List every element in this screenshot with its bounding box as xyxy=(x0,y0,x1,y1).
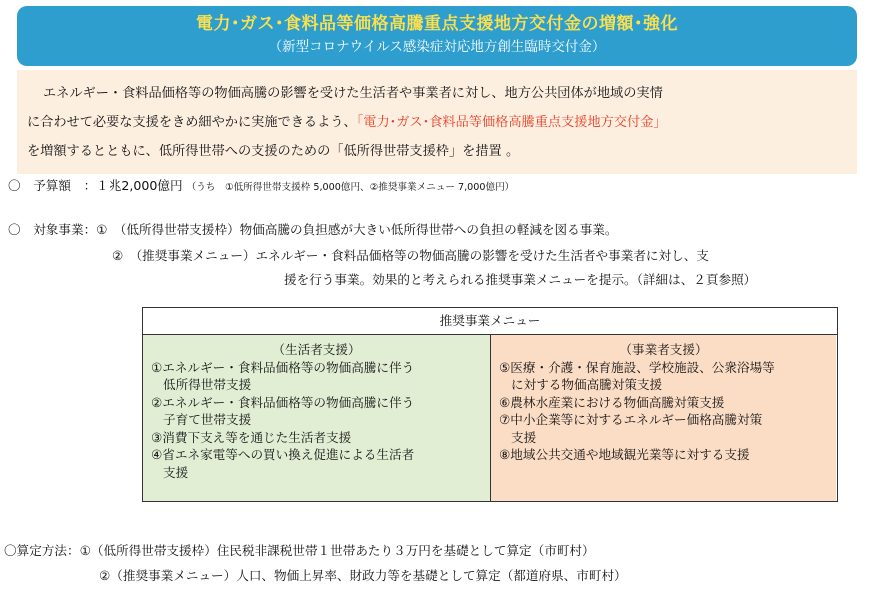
target-item-1: 〇 対象事業：① （低所得世帯支援枠）物価高騰の負担感が大きい低所得世帯への負担の軽減を図る事業。 xyxy=(8,222,618,237)
list-item xyxy=(151,359,482,394)
list-item xyxy=(151,394,482,429)
item-text: ⑧地域公共交通や地域観光業等に対する支援 xyxy=(499,447,750,462)
budget-row xyxy=(8,176,514,198)
resident-support-column xyxy=(143,335,491,501)
item-text: ⑥農林水産業における物価高騰対策支援 xyxy=(499,394,725,410)
budget-detail: （うち ①低所得世帯支援枠 5,000億円、②推奨事業メニュー 7,000億円） xyxy=(186,182,515,193)
header-banner xyxy=(17,6,857,66)
list-item xyxy=(499,446,828,464)
item-text: ④省エネ家電等への買い換え促進による生活者 xyxy=(151,447,415,462)
item-text: ⑦中小企業等に対するエネルギー価格高騰対策 xyxy=(499,412,763,427)
list-item xyxy=(499,394,828,412)
calc-method-1: 〇算定方法：①（低所得世帯支援枠）住民税非課税世帯１世帯あたり３万円を基礎として算定（市町村） xyxy=(4,543,595,558)
intro-line-1: エネルギー・食料品価格等の物価高騰の影響を受けた生活者や事業者に対し、地方公共団体が地域の実情 xyxy=(43,86,663,101)
recommended-menu-table xyxy=(142,307,838,502)
target-item-2: ② （推奨事業メニュー）エネルギー・食料品価格等の物価高騰の影響を受けた生活者や事業者に対し、支 xyxy=(112,248,709,263)
page-title: 電力･ガス･食料品等価格高騰重点支援地方交付金の増額･強化 xyxy=(196,14,678,34)
item-text: ②エネルギー・食料品価格等の物価高騰に伴う xyxy=(151,394,415,410)
list-item xyxy=(151,446,482,481)
item-text: ①エネルギー・食料品価格等の物価高騰に伴う xyxy=(151,359,415,375)
list-item xyxy=(499,411,828,446)
business-support-heading: （事業者支援） xyxy=(619,342,708,357)
page-subtitle: （新型コロナウイルス感染症対応地方創生臨時交付金） xyxy=(268,39,606,55)
menu-title: 推奨事業メニュー xyxy=(143,308,837,335)
intro-line-2-text: に合わせて必要な支援をきめ細やかに実施できるよう、 xyxy=(27,115,357,130)
intro-highlight: 「電力･ガス･食料品等価格高騰重点支援地方交付金」 xyxy=(356,115,667,130)
intro-line-3: を増額するとともに、低所得世帯への支援のための「低所得世帯支援枠」を措置 。 xyxy=(27,144,520,159)
list-item xyxy=(151,429,482,447)
item-cont: 支援 xyxy=(511,429,537,445)
item-cont: 支援 xyxy=(163,464,189,480)
intro-line-2 xyxy=(27,108,847,137)
item-cont: 子育て世帯支援 xyxy=(163,412,252,427)
item-cont: 低所得世帯支援 xyxy=(163,377,252,392)
calc-method-2: ②（推奨事業メニュー）人口、物価上昇率、財政力等を基礎として算定（都道府県、市町村） xyxy=(99,568,627,583)
resident-support-heading: （生活者支援） xyxy=(272,342,361,357)
business-support-column xyxy=(491,335,836,501)
target-item-2-cont: 援を行う事業。効果的と考えられる推奨事業メニューを提示。（詳細は、２頁参照） xyxy=(284,272,757,287)
list-item xyxy=(499,359,828,394)
item-text: ③消費下支え等を通じた生活者支援 xyxy=(151,429,352,445)
budget-label: 〇 予算額 ：１兆2,000億円 xyxy=(8,178,183,193)
intro-box xyxy=(17,70,857,174)
item-text: ⑤医療・介護・保育施設、学校施設、公衆浴場等 xyxy=(499,359,775,375)
item-cont: に対する物価高騰対策支援 xyxy=(511,377,663,392)
